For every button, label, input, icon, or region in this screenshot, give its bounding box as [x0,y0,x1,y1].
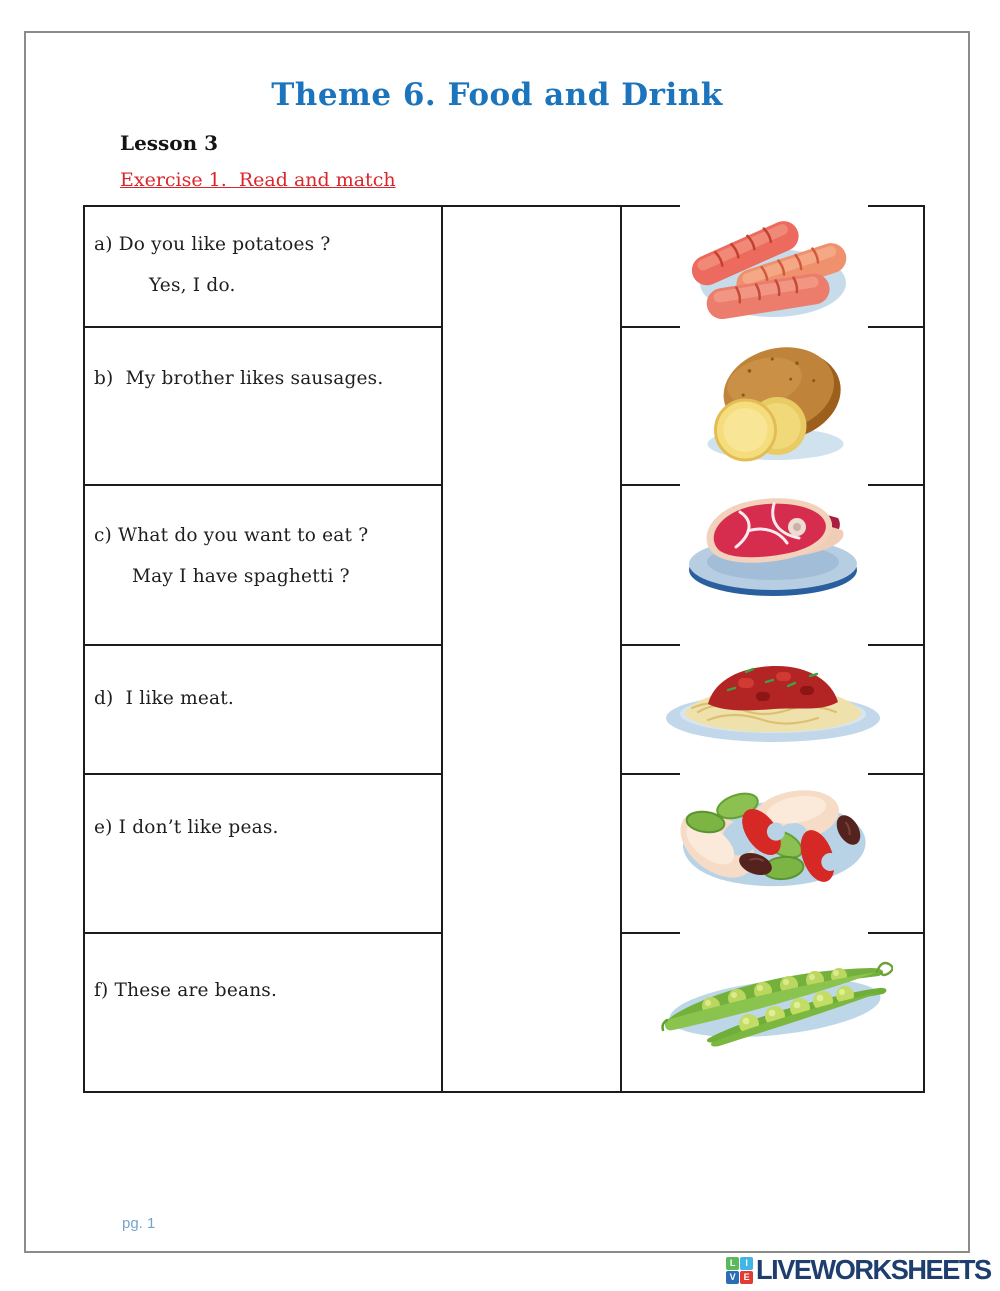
statement-line: e) I don’t like peas. [94,817,279,838]
match-table [83,205,925,1093]
peas-illustration [653,950,893,1050]
statement-line: c) What do you want to eat ? [94,525,369,546]
statement-line: d) I like meat. [94,688,234,709]
statement-cell-d[interactable] [85,644,443,773]
exercise-heading: Exercise 1. Read and match [120,169,396,191]
sausages-image[interactable] [678,207,868,325]
liveworksheets-logo [726,1254,998,1286]
image-cell-peas [622,932,923,1091]
statement-line: Yes, I do. [149,274,236,296]
meat-image[interactable] [678,490,868,598]
statement-cell-c[interactable] [85,484,443,644]
statement-line: May I have spaghetti ? [132,566,350,587]
potatoes-illustration [685,334,860,464]
liveworksheets-squares-icon [726,1257,753,1284]
spaghetti-illustration [658,652,888,744]
lesson-heading: Lesson 3 [120,131,219,155]
logo-square-l: L [726,1257,739,1270]
liveworksheets-wordmark: LIVEWORKSHEETS [756,1254,991,1285]
statement-cell-a[interactable] [85,205,443,326]
logo-square-i: I [740,1257,753,1270]
image-cell-beans [622,773,923,932]
statement-line: b) My brother likes sausages. [94,367,384,389]
statement-line: f) These are beans. [94,980,278,1001]
page-title: Theme 6. Food and Drink [271,77,723,113]
statement-line: a) Do you like potatoes ? [94,233,331,255]
page-number: pg. 1 [122,1215,156,1232]
statement-cell-f[interactable] [85,932,443,1091]
potatoes-image[interactable] [685,334,860,464]
matching-gap-column [443,205,622,1091]
sausages-illustration [678,207,868,325]
beans-image[interactable] [665,778,880,900]
image-cell-sausages [622,205,923,326]
image-cell-meat [622,484,923,644]
beans-illustration [665,778,880,900]
worksheet-page [24,31,970,1253]
peas-image[interactable] [653,950,893,1050]
meat-illustration [678,490,868,598]
statement-cell-e[interactable] [85,773,443,932]
logo-square-e: E [740,1271,753,1284]
image-cell-potatoes [622,326,923,484]
statement-cell-b[interactable] [85,326,443,484]
spaghetti-image[interactable] [658,652,888,744]
logo-square-v: V [726,1271,739,1284]
image-cell-spaghetti [622,644,923,773]
